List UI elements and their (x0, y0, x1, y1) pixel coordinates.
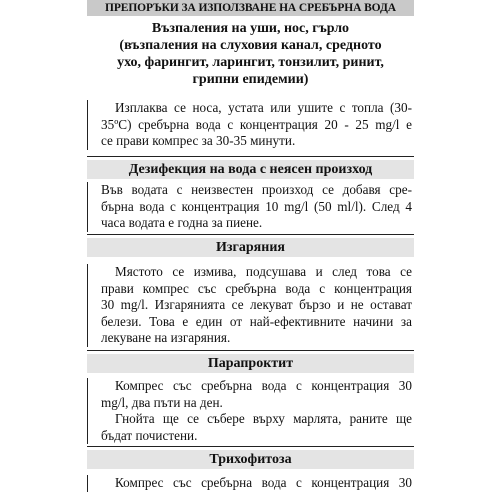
section-title-ent-inflammation (87, 20, 414, 88)
section-divider (87, 446, 414, 447)
section-title-water-disinfection: Дезифекция на вода с неясен произход (87, 160, 414, 179)
text-line: Изплаква се носа, устата или ушите с топла (30- (115, 100, 412, 115)
text-line: Компрес със сребърна вода с концентрация 30 (115, 475, 412, 490)
section-title-trichophytosis: Трихофитоза (87, 450, 414, 469)
text-line: Мястото се измива, подсушава и след това се (115, 264, 412, 279)
section-text-burns (87, 264, 414, 347)
text-line: mg/l, два пъти на ден. (101, 394, 223, 410)
text-line: се прави компрес за 30-35 минути. (101, 133, 296, 149)
text-line: бъдат почистени. (101, 427, 198, 443)
section-text-ent-inflammation (87, 100, 414, 150)
section-text-trichophytosis (87, 475, 414, 492)
section-title-line: (възпаления на слуховия канал, средното (119, 38, 382, 53)
section-title-paraproctitis: Парапроктит (87, 354, 414, 373)
section-divider (87, 234, 414, 235)
section-divider (87, 350, 414, 351)
section-divider (87, 156, 414, 157)
document-banner: ПРЕПОРЪКИ ЗА ИЗПОЛЗВАНЕ НА СРЕБЪРНА ВОДА (87, 0, 414, 16)
text-line: 30 mg/l. Изгарянията се лекуват бързо и не остават (101, 297, 412, 313)
text-line: лекуване на изгаряния. (101, 330, 231, 346)
section-title-line: грипни епидемии) (192, 72, 309, 87)
text-line: белези. Това е един от най-ефективните начини за (101, 313, 412, 329)
section-text-water-disinfection (87, 182, 414, 232)
text-line: 35ºС) сребърна вода с концентрация 20 - 25 mg/l е (101, 116, 412, 132)
section-title-burns: Изгаряния (87, 238, 414, 257)
section-text-paraproctitis (87, 378, 414, 444)
text-line: Гнойта ще се събере върху марлята, раните ще (115, 411, 412, 427)
section-title-line: ухо, фарингит, ларингит, тонзилит, ринит, (117, 55, 384, 70)
document-page (87, 0, 414, 500)
text-line: прави компрес със сребърна вода с концентрация (101, 280, 412, 296)
section-title-line: Възпаления на уши, нос, гърло (151, 21, 350, 36)
text-line: Във водата с неизвестен произход се добавя сре- (101, 182, 412, 197)
text-line: Компрес със сребърна вода с концентрация 30 (115, 378, 412, 393)
text-line: часа водата е годна за пиене. (101, 215, 263, 231)
text-line: бърна вода с концентрация 10 mg/l (50 ml/l). След 4 (101, 198, 412, 214)
